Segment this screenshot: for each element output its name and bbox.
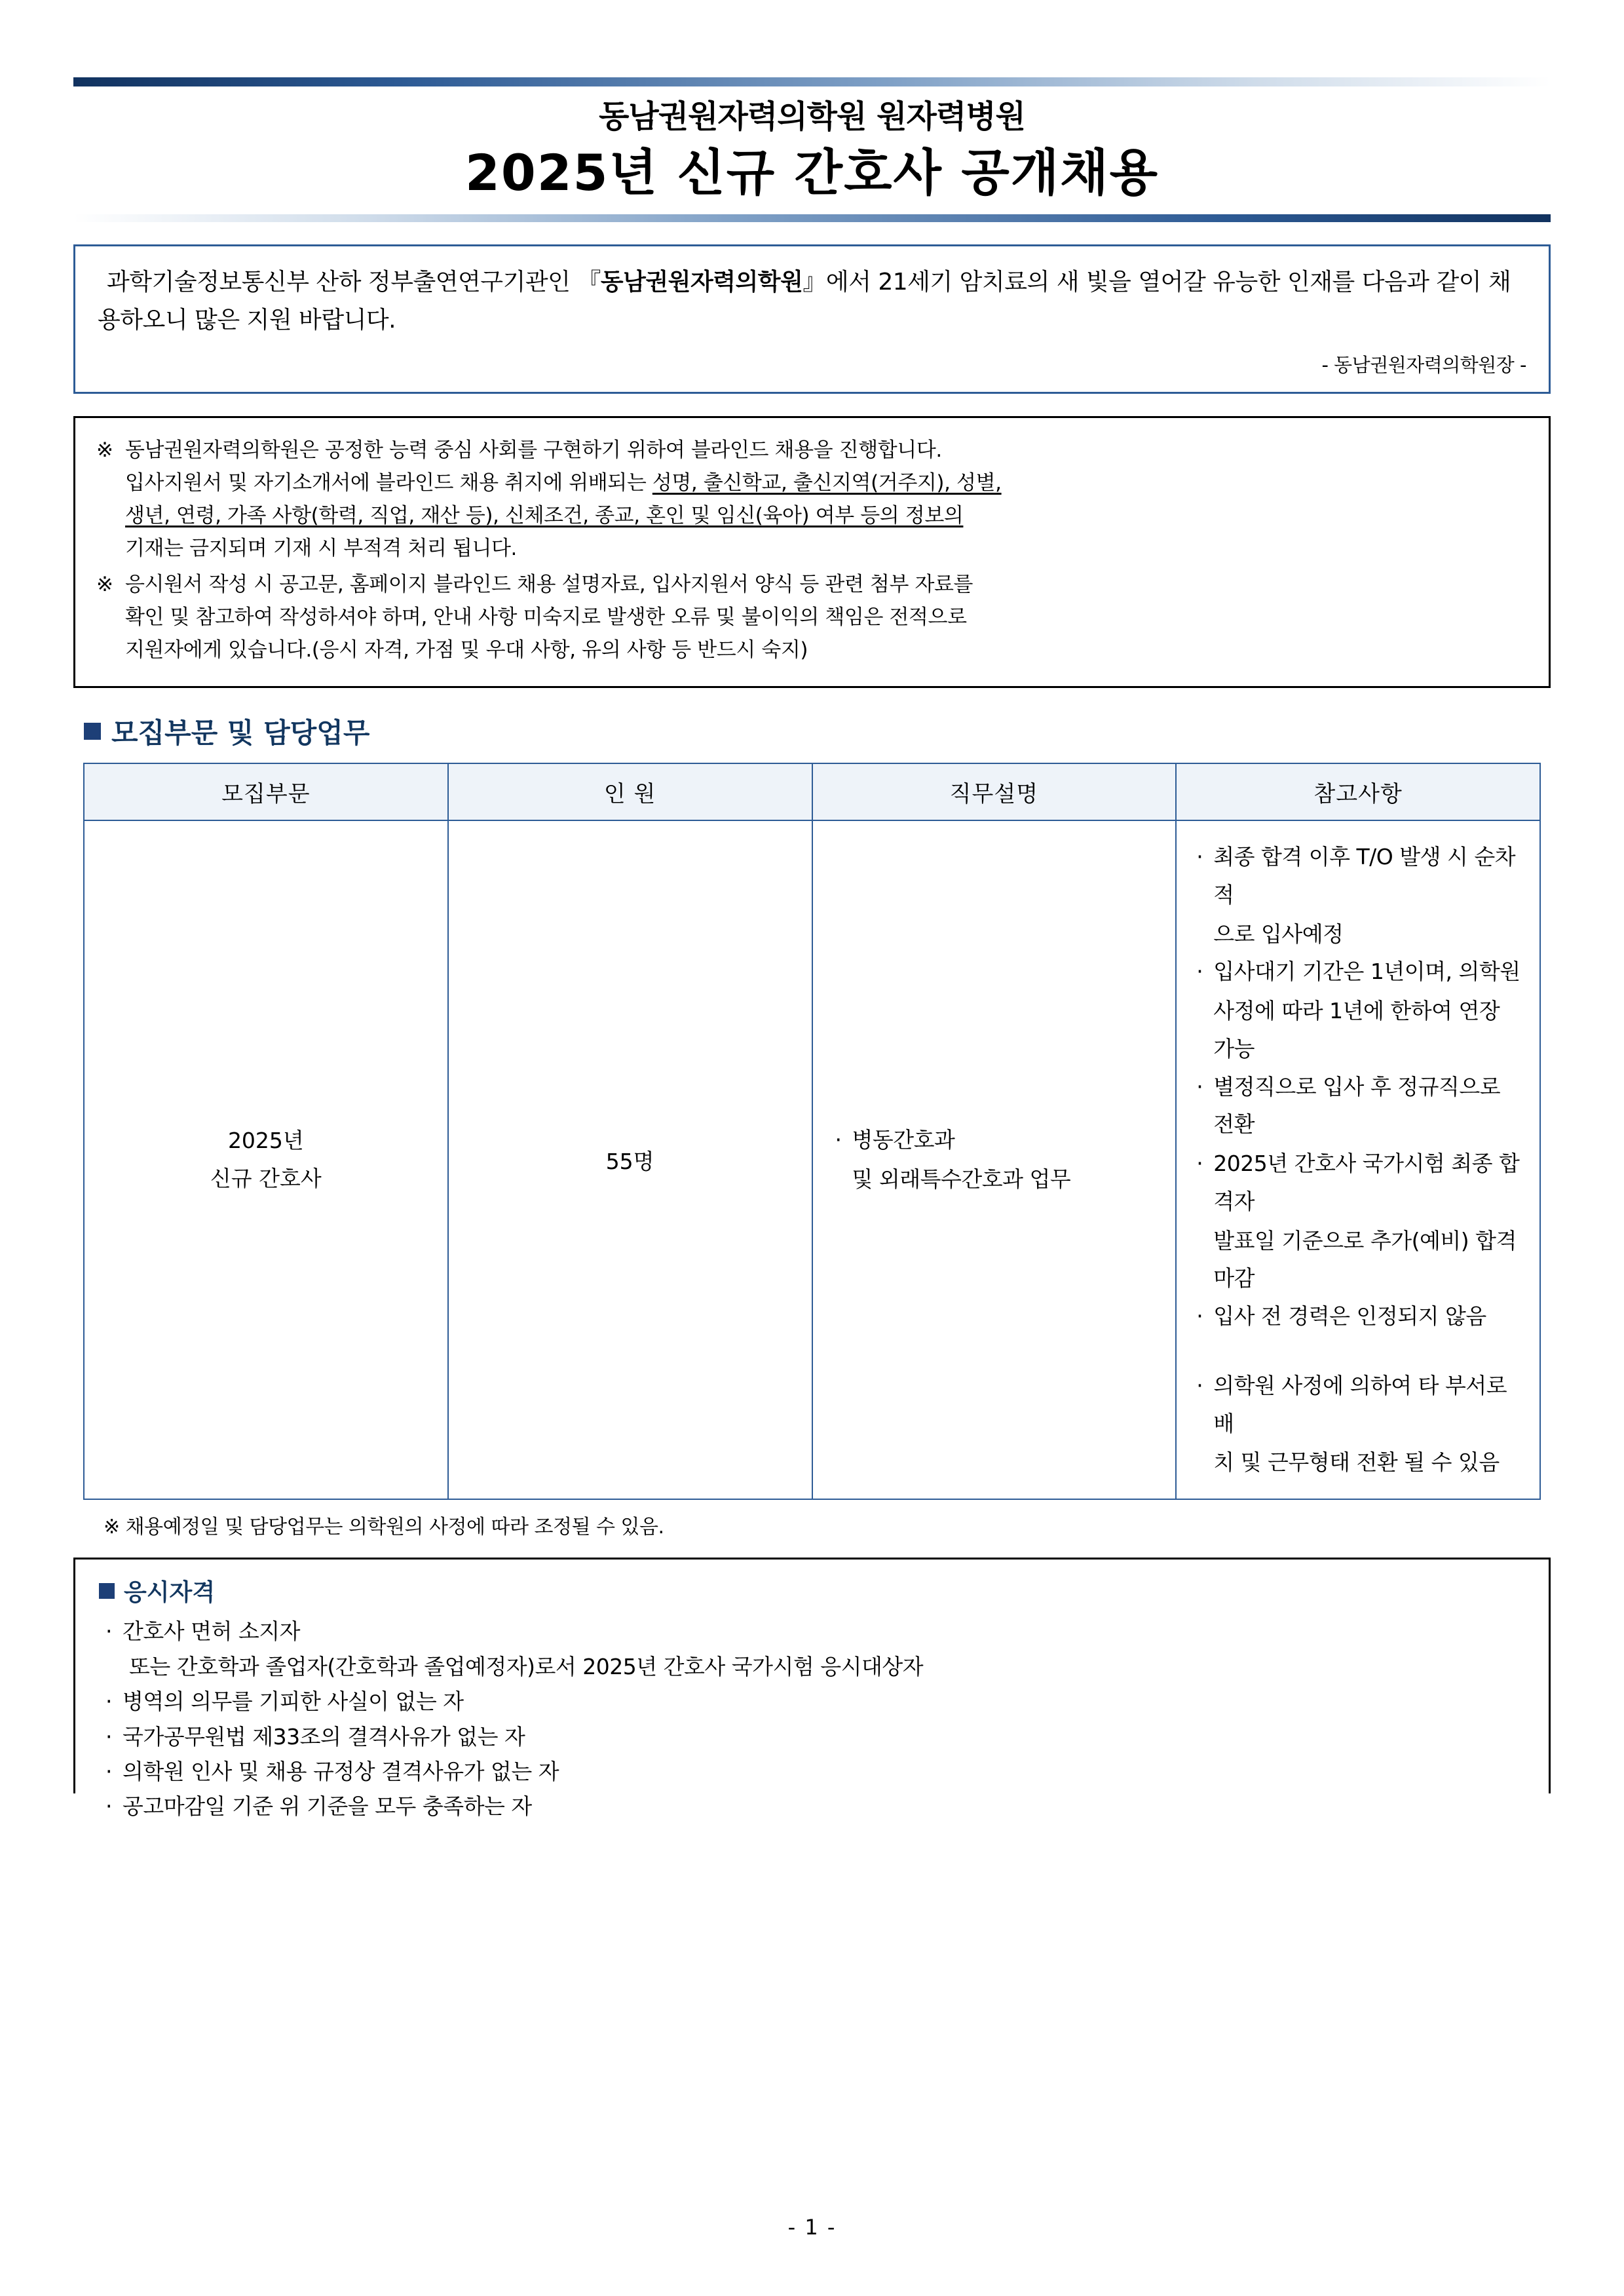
notice-mark-icon-2: ※ [96,572,113,596]
cell-part-line-2: 신규 간호사 [210,1166,322,1192]
qualification-item-2 [105,1684,1529,1719]
note-1-main: 최종 합격 이후 T/O 발생 시 순차적 [1213,844,1516,908]
qualification-item-3-main: 국가공무원법 제33조의 결격사유가 없는 자 [123,1723,525,1750]
cell-notes [1176,820,1540,1499]
intro-text-after: 』에서 21세기 암치료의 새 빛을 열어갈 유능한 인재를 다음과 같이 채용하오니 많은 지원 바랍니다. [98,269,1511,334]
notice-2-line-3: 지원자에게 있습니다.(응시 자격, 가점 및 우대 사항, 유의 사항 등 반드시 숙지) [125,638,808,662]
notice-item-1 [96,434,1528,565]
note-5-main: 입사 전 경력은 인정되지 않음 [1213,1303,1486,1330]
notice-1-line-4: 기재는 금지되며 기재 시 부적격 처리 됩니다. [125,537,518,561]
notice-item-1-body [125,434,1528,565]
notice-1-line-3-underlined: 생년, 연령, 가족 사항(학력, 직업, 재산 등), 신체조건, 종교, 혼인 및 임신(육아) 여부 등의 정보의 [125,504,964,528]
notice-mark-icon: ※ [96,438,113,462]
note-line-6 [1196,1367,1525,1443]
bullet-dot-icon: · [835,1127,842,1153]
table-footnote: ※ 채용예정일 및 담당업무는 의학원의 사정에 따라 조정될 수 있음. [104,1516,664,1539]
page-title: 2025년 신규 간호사 공개채용 [464,144,1160,202]
notice-item-2-body [125,568,1528,667]
cell-count: 55명 [448,820,812,1499]
desc-line-2: 및 외래특수간호과 업무 [852,1166,1071,1193]
header-rule-bottom [73,214,1551,222]
qualification-heading-label: 응시자격 [124,1579,216,1607]
qualification-item-4 [105,1754,1529,1789]
cell-part-line-1: 2025년 [227,1128,304,1154]
cell-part [84,820,448,1499]
note-2-main: 입사대기 기간은 1년이며, 의학원 [1213,959,1520,985]
desc-line-1: 병동간호과 [852,1127,955,1153]
column-header-notes: 참고사항 [1176,763,1540,820]
document-header [73,77,1551,222]
note-2-sub: 사정에 따라 1년에 한하여 연장 가능 [1213,998,1500,1062]
notice-2-line-1: 응시원서 작성 시 공고문, 홈페이지 블라인드 채용 설명자료, 입사지원서 양식 등 관련 첨부 자료를 [125,572,973,596]
note-1-sub: 으로 입사예정 [1213,921,1344,947]
qualification-item-5 [105,1789,1529,1824]
intro-paragraph [98,263,1526,340]
section-heading-recruit [84,712,1551,751]
note-6-sub: 치 및 근무형태 전환 될 수 있음 [1213,1449,1500,1476]
page-number: - 1 - [787,2215,837,2240]
intro-text-bold: 동남권원자력의학원 [600,269,803,296]
notice-item-2 [96,568,1528,667]
square-bullet-icon [84,723,101,740]
qualification-heading [99,1574,1529,1607]
qualification-item-1-sub: 또는 간호학과 졸업자(간호학과 졸업예정자)로서 2025년 간호사 국가시험 응시대상자 [129,1653,924,1679]
note-4-sub: 발표일 기준으로 추가(예비) 합격 마감 [1213,1227,1517,1292]
blind-hiring-notice-box [73,416,1551,689]
bullet-dot-icon: · [105,1618,112,1645]
qualification-item-4-main: 의학원 인사 및 채용 규정상 결격사유가 없는 자 [123,1758,559,1784]
notice-1-line-2-pre: 입사지원서 및 자기소개서에 블라인드 채용 취지에 위배되는 [125,470,652,495]
bullet-dot-icon: · [1196,844,1203,870]
bullet-dot-icon: · [1196,1151,1203,1177]
cell-description [812,820,1177,1499]
bullet-dot-icon: · [1196,1073,1203,1100]
table-header-row [84,763,1540,820]
note-line-5 [1196,1297,1525,1335]
section-heading-recruit-label: 모집부문 및 담당업무 [111,717,370,750]
bullet-dot-icon: · [105,1793,112,1820]
note-line-3 [1196,1068,1525,1144]
bullet-dot-icon: · [1196,1303,1203,1330]
bullet-dot-icon: · [105,1689,112,1715]
qualification-item-5-main: 공고마감일 기준 위 기준을 모두 충족하는 자 [123,1793,532,1820]
organization-name: 동남권원자력의학원 원자력병원 [599,98,1025,135]
intro-box [73,244,1551,394]
column-header-description: 직무설명 [812,763,1177,820]
bullet-dot-icon: · [105,1723,112,1750]
bullet-dot-icon: · [1196,1372,1203,1398]
recruit-table [83,763,1541,1500]
intro-signature: - 동남권원자력의학원장 - [1321,353,1526,376]
note-6-main: 의학원 사정에 의하여 타 부서로 배 [1213,1372,1507,1436]
column-header-part: 모집부문 [84,763,448,820]
note-line-2 [1196,953,1525,991]
note-line-1 [1196,838,1525,914]
qualification-item-2-main: 병역의 의무를 기피한 사실이 없는 자 [123,1689,464,1715]
column-header-count: 인 원 [448,763,812,820]
notice-1-line-1: 동남권원자력의학원은 공정한 능력 중심 사회를 구현하기 위하여 블라인드 채용을 진행합니다. [125,438,942,462]
qualification-item-1-main: 간호사 면허 소지자 [123,1618,301,1645]
square-bullet-icon [99,1583,115,1599]
notice-1-line-2-underlined: 성명, 출신학교, 출신지역(거주지), 성별, [652,470,1002,495]
note-4-main: 2025년 간호사 국가시험 최종 합격자 [1213,1151,1520,1214]
intro-text-before: 과학기술정보통신부 산하 정부출연연구기관인 『 [107,269,601,296]
qualification-item-1 [105,1614,1529,1649]
header-titles [73,86,1551,210]
note-spacer [1196,1337,1525,1367]
note-line-4 [1196,1145,1525,1221]
notice-2-line-2: 확인 및 참고하여 작성하셔야 하며, 안내 사항 미숙지로 발생한 오류 및 불이익의 책임은 전적으로 [125,605,967,629]
note-3-main: 별정직으로 입사 후 정규직으로 전환 [1213,1073,1501,1138]
desc-bullet-line-1 [835,1121,1176,1159]
table-row [84,820,1540,1499]
qualification-box [73,1558,1551,1820]
bullet-dot-icon: · [105,1758,112,1784]
header-rule-top [73,77,1551,86]
qualification-item-3 [105,1719,1529,1754]
bullet-dot-icon: · [1196,959,1203,985]
